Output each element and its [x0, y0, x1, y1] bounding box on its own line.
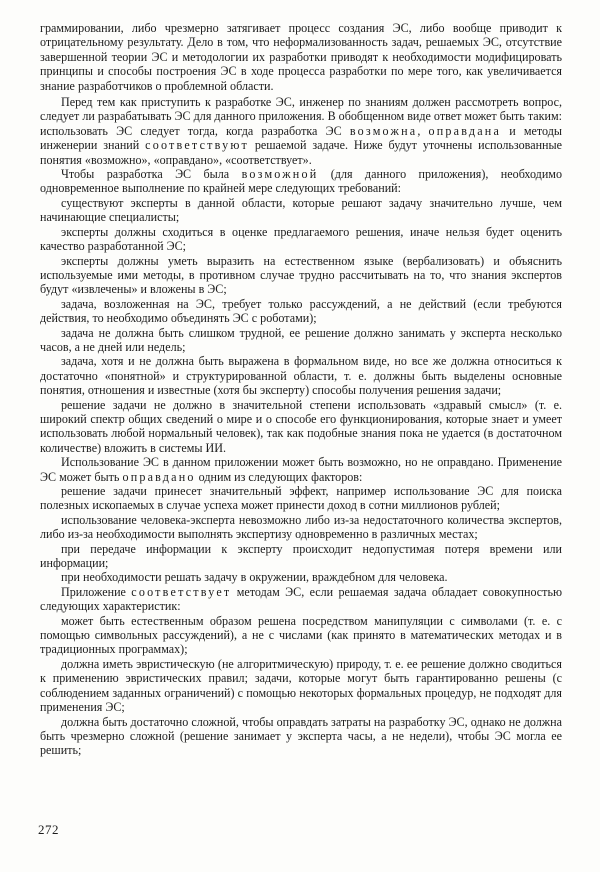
text-run: и методы инженерии знаний — [40, 123, 562, 153]
spaced-word: оправдано — [122, 469, 196, 484]
list-item: решение задачи принесет значительный эффект, например использование ЭС для поиска полезных ископаемых в случае успеха может принести доход в сотни миллионов рублей; — [40, 484, 562, 513]
list-item: при передаче информации к эксперту происходит недопустимая потеря времени или информации; — [40, 541, 562, 571]
spaced-word: оправдана — [428, 123, 502, 138]
text-run: Чтобы разработка ЭС была — [61, 167, 242, 182]
list-item: существуют эксперты в данной области, которые решают задачу значительно лучше, чем начинающие специалисты; — [40, 195, 562, 225]
list-item: должна быть достаточно сложной, чтобы оправдать затраты на разработку ЭС, однако не должна быть чрезмерно сложной (решение занимает у эксперта часы, а не недели), чтобы ЭС могла ее решить; — [40, 714, 562, 758]
spaced-word: соответствует — [131, 584, 232, 599]
list-item: при необходимости решать задачу в окружении, враждебном для человека. — [61, 570, 448, 585]
paragraph — [40, 455, 562, 484]
page-number: 272 — [38, 822, 59, 837]
list-item: должна иметь эвристическую (не алгоритмическую) природу, т. е. ее решение должно сводиться к применению эвристических правил; задачи, которые могут быть гарантированно решены (с соблюдением заданных ограничений) с помощью некоторых формальных процедур, не подходят для применения ЭС; — [40, 656, 562, 715]
text-run: Приложение — [61, 584, 132, 599]
page-body-text — [40, 21, 562, 758]
text-run: Перед тем как приступить к разработке ЭС, инженер по знаниям должен рассмотреть вопрос, следует ли разрабатывать ЭС для данного приложения. В обобщенном виде ответ может быть таким: использовать ЭС следует тогда, когда разработка ЭС — [40, 95, 562, 138]
list-item: задача, хотя и не должна быть выражена в формальном виде, но все же должна относиться к достаточно «понятной» и структурированной области, т. е. должны быть выделены основные понятия, отношения и известные (хотя бы эксперту) способы получения решения задачи; — [40, 354, 562, 398]
list-item: решение задачи не должно в значительной степени использовать «здравый смысл» (т. е. широкий спектр общих сведений о мире и о способе его функционирования, которые знает и умеет использовать любой нормальный человек), так как подобные знания пока не удается (в достаточном количестве) вложить в системы ИИ. — [40, 397, 562, 455]
text-run: , — [417, 123, 429, 138]
spaced-word: соответствуют — [145, 138, 249, 153]
list-item: использование человека-эксперта невозможно либо из-за недостаточного количества экспертов, либо из-за необходимости выполнять экспертизу одновременно в различных местах; — [40, 512, 562, 542]
paragraph — [40, 167, 562, 196]
list-item: эксперты должны уметь выразить на естественном языке (вербализовать) и объяснить используемые ими методы, в противном случае трудно рассчитывать на то, что знания экспертов будут «извлечены» и вложены в ЭС; — [40, 253, 562, 297]
list-item: эксперты должны сходиться в оценке предлагаемого решения, иначе нельзя будет оценить качество разработанной ЭС; — [40, 224, 562, 254]
paragraph — [40, 95, 562, 167]
text-run: методам ЭС, если решаемая задача обладает совокупностью следующих характеристик: — [40, 584, 562, 614]
text-run: решаемой задаче. Ниже будут уточнены использованные понятия «возможно», «оправдано», «соответствует». — [40, 138, 563, 167]
text-run: Использование ЭС в данном приложении может быть возможно, но не оправдано. Применение ЭС может быть — [40, 455, 562, 484]
list-item: задача не должна быть слишком трудной, ее решение должно занимать у эксперта несколько часов, а не дней или недель; — [40, 325, 562, 354]
spaced-word: возможной — [241, 167, 319, 182]
paragraph: граммировании, либо чрезмерно затягивает процесс создания ЭС, либо вообще приводит к отрицательному результату. Дело в том, что неформализованность задач, решаемых ЭС, отсутствие завершенной теории ЭС и методологии их разработки приводят к необходимости модифицировать принципы и способы построения ЭС в ходе процесса разработки по мере того, как увеличивается знание разработчиков о проблемной области. — [40, 21, 562, 93]
paragraph — [40, 585, 562, 614]
list-item: может быть естественным образом решена посредством манипуляции с символами (т. е. с помощью символьных рассуждений), а не с числами (как принято в математических методах и в традиционных программах); — [40, 613, 562, 657]
list-item: задача, возложенная на ЭС, требует только рассуждений, а не действий (если требуются действия, то необходимо объединять ЭС с роботами); — [40, 296, 562, 326]
spaced-word: возможна — [349, 123, 418, 138]
text-run: одним из следующих факторов: — [195, 469, 363, 484]
text-run: (для данного приложения), необходимо одновременное выполнение по крайней мере следующих требований: — [40, 167, 562, 196]
